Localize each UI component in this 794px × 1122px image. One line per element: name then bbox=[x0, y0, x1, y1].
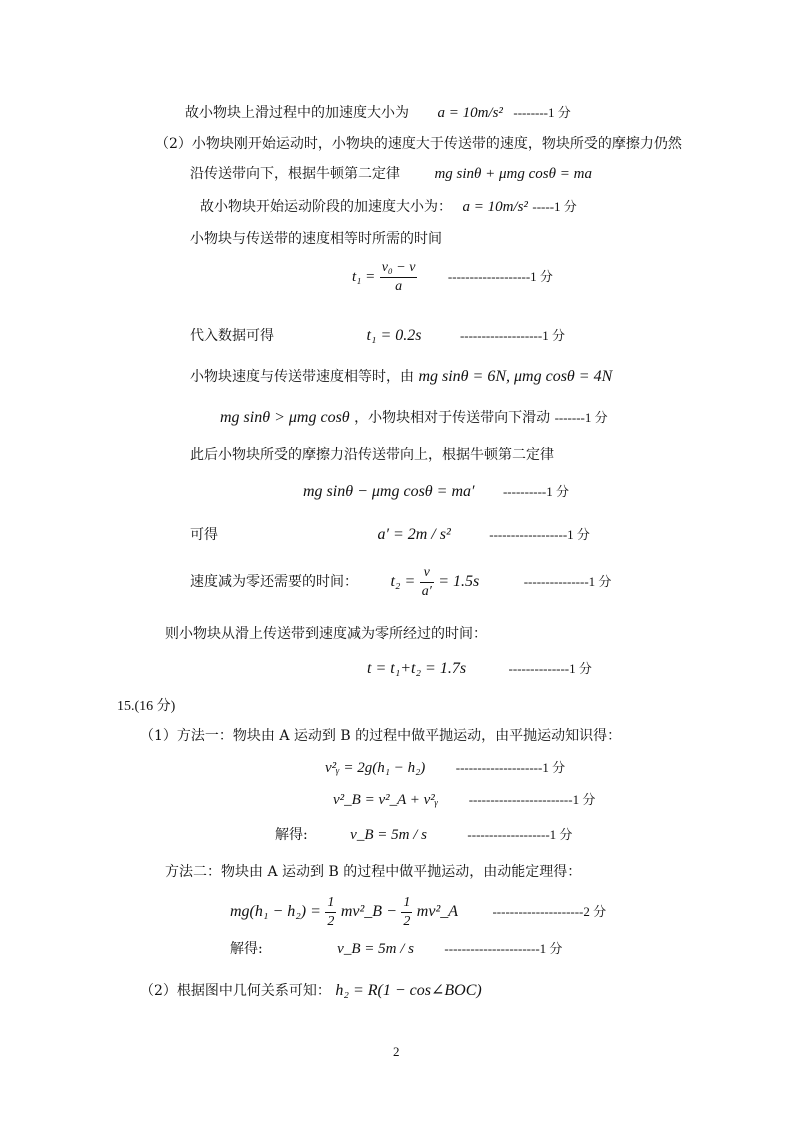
line-21-text: 方法二：物块由 A 运动到 B 的过程中做平抛运动，由动能定理得： bbox=[165, 864, 582, 880]
line-23 bbox=[230, 940, 562, 958]
line-18-math: v²ᵧ = 2g(h₁ − h₂) bbox=[325, 760, 426, 776]
line-4-text: 故小物块开始运动阶段的加速度大小为： bbox=[200, 199, 452, 215]
line-11-score: ----------1 分 bbox=[502, 484, 570, 499]
line-3-text: 沿传送带向下，根据牛顿第二定律 bbox=[190, 166, 400, 182]
line-24-text: （2）根据图中几何关系可知： bbox=[140, 983, 331, 999]
line-2-text: （2）小物块刚开始运动时，小物块的速度大于传送带的速度，物块所受的摩擦力仍然 bbox=[155, 136, 682, 152]
line-11 bbox=[303, 483, 569, 501]
line-12-math: a′ = 2m / s² bbox=[377, 526, 451, 543]
line-15 bbox=[367, 660, 592, 678]
line-9 bbox=[220, 409, 608, 427]
line-17 bbox=[140, 727, 621, 745]
line-9-text: ，小物块相对于传送带向下滑动 bbox=[354, 410, 551, 426]
line-8-math: mg sinθ = 6N, μmg cosθ = 4N bbox=[418, 368, 613, 385]
line-6-score: -------------------1 分 bbox=[447, 269, 553, 284]
line-19-score: ------------------------1 分 bbox=[468, 792, 596, 807]
line-1-score: --------1 分 bbox=[513, 105, 571, 120]
line-7 bbox=[190, 327, 565, 345]
fraction-t1-denominator: a bbox=[395, 278, 403, 294]
line-8 bbox=[190, 368, 612, 386]
fraction-t2-numerator: v bbox=[420, 564, 434, 583]
line-13-lhs: t₂ = bbox=[390, 573, 416, 590]
line-4 bbox=[200, 198, 577, 216]
fraction-half-2-numerator: 1 bbox=[401, 894, 412, 913]
line-8-text: 小物块速度与传送带速度相等时，由 bbox=[190, 369, 414, 385]
line-22-score: ---------------------2 分 bbox=[492, 904, 607, 919]
line-7-text: 代入数据可得 bbox=[190, 328, 274, 344]
question-15-heading-text: 15.(16 分) bbox=[117, 699, 176, 714]
line-11-math: mg sinθ − μmg cosθ = ma′ bbox=[303, 483, 475, 500]
line-14 bbox=[165, 625, 487, 643]
page-number bbox=[393, 1043, 400, 1061]
line-23-text: 解得: bbox=[230, 941, 263, 957]
page-number-text: 2 bbox=[393, 1044, 400, 1059]
line-20-score: -------------------1 分 bbox=[467, 827, 573, 842]
question-15-heading bbox=[117, 697, 175, 716]
line-20 bbox=[275, 826, 572, 844]
line-5-text: 小物块与传送带的速度相等时所需的时间 bbox=[190, 231, 442, 247]
line-9-score: -------1 分 bbox=[554, 410, 608, 425]
fraction-t1 bbox=[380, 259, 418, 296]
line-18 bbox=[325, 759, 565, 777]
line-13 bbox=[190, 563, 611, 601]
fraction-t2 bbox=[420, 564, 434, 601]
line-20-text: 解得: bbox=[275, 827, 308, 843]
fraction-half-1-denominator: 2 bbox=[327, 913, 335, 929]
line-18-score: --------------------1 分 bbox=[455, 760, 566, 775]
line-7-score: -------------------1 分 bbox=[459, 328, 565, 343]
line-3 bbox=[190, 165, 592, 183]
line-12 bbox=[190, 526, 590, 544]
line-5 bbox=[190, 230, 442, 248]
line-13-text: 速度减为零还需要的时间： bbox=[190, 574, 358, 590]
fraction-t1-numerator: v₀ − v bbox=[380, 259, 418, 278]
line-9-math: mg sinθ > μmg cosθ bbox=[220, 409, 350, 426]
line-12-score: ------------------1 分 bbox=[489, 527, 590, 542]
line-21 bbox=[165, 863, 581, 881]
line-12-text: 可得 bbox=[190, 527, 218, 543]
line-1-math: a = 10m/s² bbox=[437, 105, 503, 121]
line-22 bbox=[230, 891, 606, 933]
fraction-half-2-denominator: 2 bbox=[403, 913, 411, 929]
fraction-half-1-numerator: 1 bbox=[325, 894, 336, 913]
line-10-text: 此后小物块所受的摩擦力沿传送带向上，根据牛顿第二定律 bbox=[190, 447, 554, 463]
line-22-term2: mv²_A bbox=[416, 903, 459, 920]
line-20-math: v_B = 5m / s bbox=[350, 827, 427, 843]
fraction-half-1 bbox=[325, 894, 336, 931]
line-7-math: t₁ = 0.2s bbox=[366, 327, 422, 344]
line-10 bbox=[190, 446, 554, 464]
line-15-math: t = t₁+t₂ = 1.7s bbox=[367, 660, 467, 677]
line-23-score: ----------------------1 分 bbox=[444, 941, 563, 956]
line-19-math: v²_B = v²_A + v²ᵧ bbox=[333, 792, 439, 808]
line-22-lhs: mg(h₁ − h₂) = bbox=[230, 903, 321, 920]
line-1-text: 故小物块上滑过程中的加速度大小为 bbox=[185, 105, 409, 121]
line-3-math: mg sinθ + μmg cosθ = ma bbox=[434, 166, 592, 182]
line-13-score: ---------------1 分 bbox=[523, 574, 612, 589]
line-6-lhs: t₁ = bbox=[352, 269, 376, 285]
line-17-text: （1）方法一：物块由 A 运动到 B 的过程中做平抛运动，由平抛运动知识得： bbox=[140, 728, 622, 744]
line-1 bbox=[185, 104, 571, 122]
line-2 bbox=[155, 135, 682, 153]
line-6 bbox=[352, 258, 553, 296]
line-4-score: -----1 分 bbox=[532, 199, 577, 214]
line-4-math: a = 10m/s² bbox=[462, 199, 528, 215]
fraction-t2-denominator: a′ bbox=[421, 583, 432, 599]
line-22-term1: mv²_B − bbox=[340, 903, 397, 920]
line-13-rhs: = 1.5s bbox=[438, 573, 480, 590]
line-19 bbox=[333, 791, 595, 809]
line-14-text: 则小物块从滑上传送带到速度减为零所经过的时间： bbox=[165, 626, 487, 642]
line-24-math: h₂ = R(1 − cos∠BOC) bbox=[335, 982, 482, 999]
line-23-math: v_B = 5m / s bbox=[337, 941, 414, 957]
line-15-score: --------------1 分 bbox=[508, 661, 592, 676]
line-24 bbox=[140, 982, 482, 1000]
fraction-half-2 bbox=[401, 894, 412, 931]
